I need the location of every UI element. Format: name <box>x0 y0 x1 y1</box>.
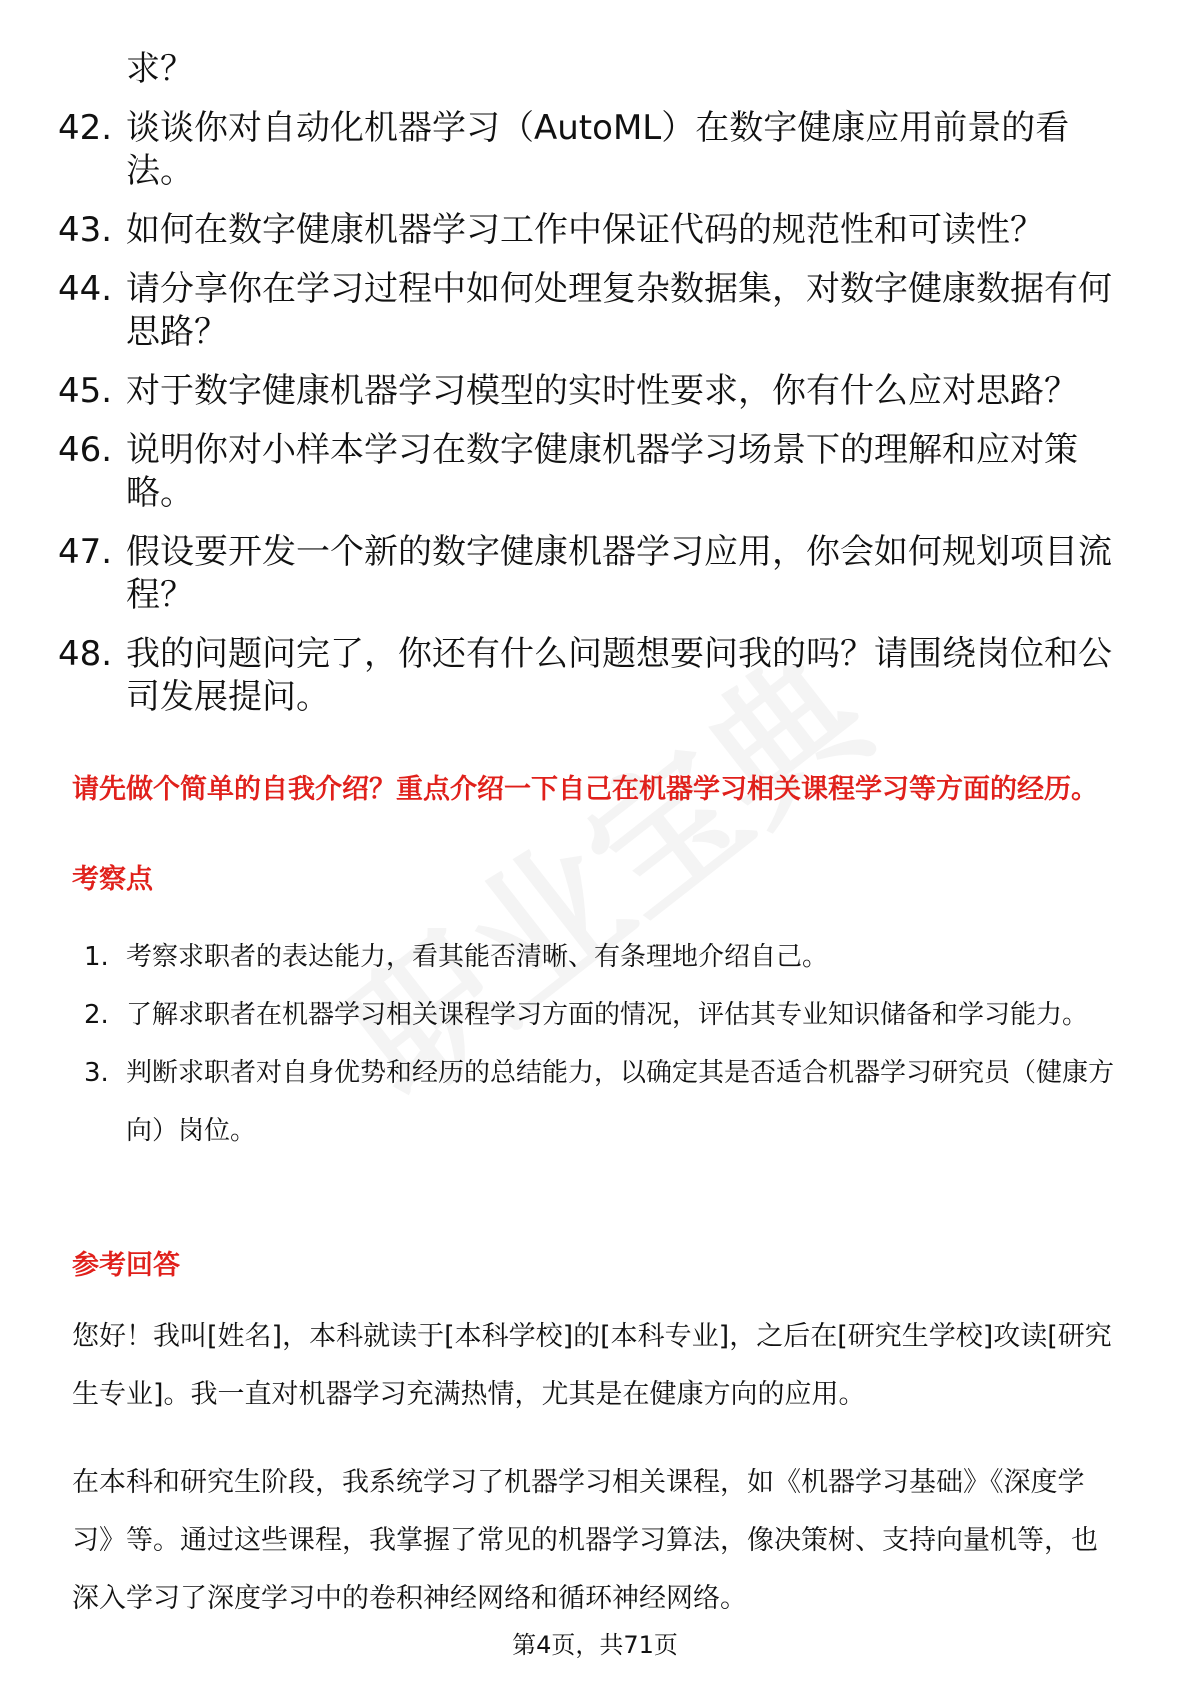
page-number: 第4页，共71页 <box>512 1631 678 1659</box>
list-item-number: 46. <box>58 430 113 470</box>
list-item <box>58 429 1118 515</box>
section-question-heading: 请先做个简单的自我介绍？重点介绍一下自己在机器学习相关课程学习等方面的经历。 <box>72 774 1098 805</box>
list-item-number: 44. <box>58 269 113 309</box>
list-item-number <box>58 48 126 91</box>
list-item-number: 43. <box>58 210 113 250</box>
question-list <box>58 48 1118 735</box>
list-item <box>58 107 1118 193</box>
list-item-text: 对于数字健康机器学习模型的实时性要求，你有什么应对思路？ <box>126 371 1078 411</box>
list-item-text: 判断求职者对自身优势和经历的总结能力，以确定其是否适合机器学习研究员（健康方向）岗位。 <box>126 1058 1115 1146</box>
list-item-number: 47. <box>58 532 113 572</box>
answer-paragraph: 您好！我叫[姓名]，本科就读于[本科学校]的[本科专业]，之后在[研究生学校]攻读[研究生专业]。我一直对机器学习充满热情，尤其是在健康方向的应用。 <box>72 1321 1112 1410</box>
list-item <box>58 209 1118 252</box>
list-item-text: 求？ <box>126 49 194 89</box>
answer-heading: 参考回答 <box>72 1250 180 1281</box>
list-item-text: 谈谈你对自动化机器学习（AutoML）在数字健康应用前景的看法。 <box>126 108 1070 191</box>
list-item-text: 我的问题问完了，你还有什么问题想要问我的吗？请围绕岗位和公司发展提问。 <box>126 634 1112 717</box>
list-item-number: 3. <box>84 1058 109 1088</box>
list-item <box>84 986 1124 1044</box>
list-item <box>58 268 1118 354</box>
list-item <box>58 633 1118 719</box>
list-item-number: 48. <box>58 634 113 674</box>
list-item <box>58 370 1118 413</box>
list-item-text: 了解求职者在机器学习相关课程学习方面的情况，评估其专业知识储备和学习能力。 <box>126 1000 1089 1030</box>
list-item-text: 说明你对小样本学习在数字健康机器学习场景下的理解和应对策略。 <box>126 430 1078 513</box>
list-item-text: 考察求职者的表达能力，看其能否清晰、有条理地介绍自己。 <box>126 942 829 972</box>
list-item-text: 假设要开发一个新的数字健康机器学习应用，你会如何规划项目流程？ <box>126 532 1112 615</box>
list-item-number: 1. <box>84 942 109 972</box>
list-item-number: 42. <box>58 108 113 148</box>
list-item <box>84 928 1124 986</box>
points-heading: 考察点 <box>72 864 153 895</box>
list-item <box>58 48 1118 91</box>
list-item-number: 45. <box>58 371 113 411</box>
answer-paragraph: 在本科和研究生阶段，我系统学习了机器学习相关课程，如《机器学习基础》《深度学习》等。通过这些课程，我掌握了常见的机器学习算法，像决策树、支持向量机等，也深入学习了深度学习中的卷积神经网络和循环神经网络。 <box>72 1467 1098 1614</box>
list-item-number: 2. <box>84 1000 109 1030</box>
points-list <box>84 928 1124 1160</box>
list-item <box>58 531 1118 617</box>
list-item <box>84 1044 1124 1160</box>
list-item-text: 请分享你在学习过程中如何处理复杂数据集，对数字健康数据有何思路？ <box>126 269 1112 352</box>
list-item-text: 如何在数字健康机器学习工作中保证代码的规范性和可读性？ <box>126 210 1044 250</box>
